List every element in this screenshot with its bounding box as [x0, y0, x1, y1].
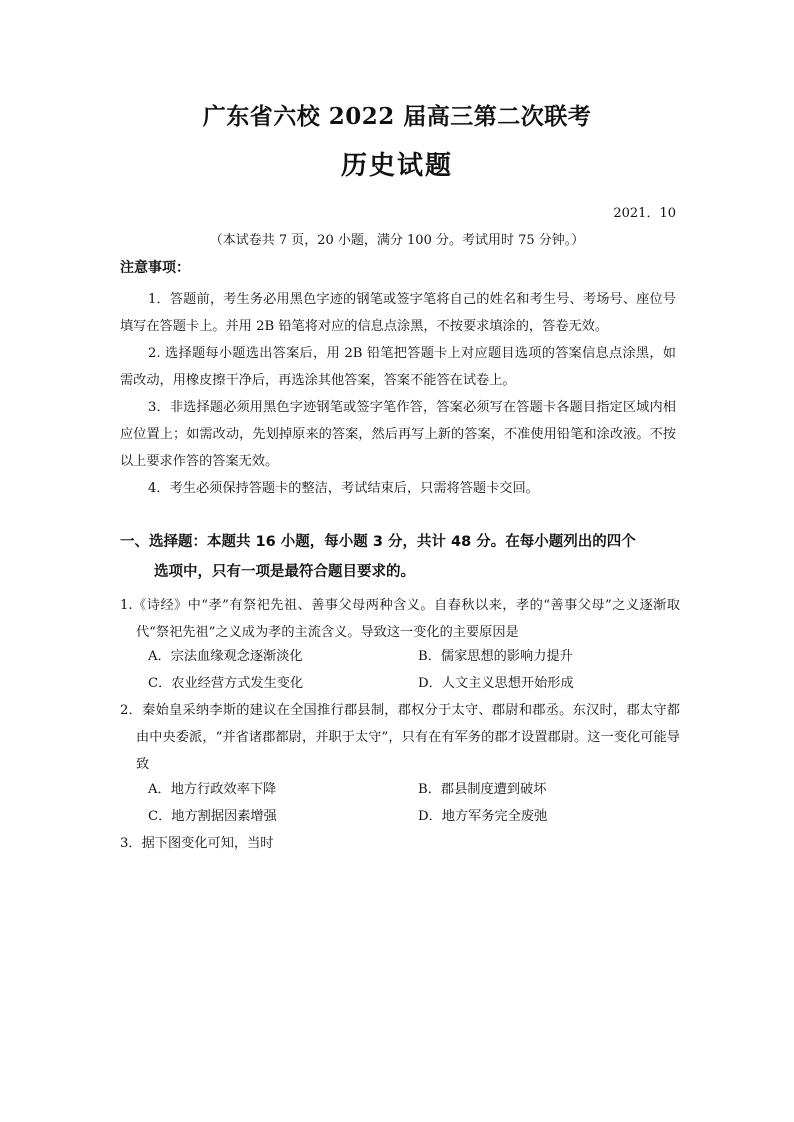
notice-item-1: 1．答题前，考生务必用黑色字迹的钢笔或签字笔将自己的姓名和考生号、考场号、座位号填写在答题卡上。并用 2B 铅笔将对应的信息点涂黑，不按要求填涂的，答卷无效。 — [120, 292, 676, 334]
question-2-option-b: B．郡县制度遭到破坏 — [418, 782, 547, 797]
exam-date: 2021．10 — [613, 206, 676, 221]
exam-subject-title: 历史试题 — [340, 151, 453, 181]
notice-heading: 注意事项： — [120, 260, 190, 276]
question-3-stem: 3．据下图变化可知，当时 — [120, 836, 274, 851]
notice-item-4: 4．考生必须保持答题卡的整洁，考试结束后，只需将答题卡交回。 — [148, 481, 539, 496]
question-2-option-a: A．地方行政效率下降 — [148, 782, 277, 797]
question-1-option-d: D．人文主义思想开始形成 — [418, 676, 574, 691]
section-heading-line-2: 选项中，只有一项是最符合题目要求的。 — [154, 564, 415, 580]
notice-item-3: 3．非选择题必须用黑色字迹钢笔或签字笔作答，答案必须写在答题卡各题目指定区域内相应位置上；如需改动，先划掉原来的答案，然后再写上新的答案，不准使用铅笔和涂改液。不按以上要求作答的答案无效。 — [120, 400, 676, 469]
section-heading — [120, 527, 680, 587]
exam-title: 广东省六校 2022 届高三第二次联考 — [202, 103, 592, 130]
question-2-option-d: D．地方军务完全废弛 — [418, 809, 548, 824]
question-1-option-c: C．农业经营方式发生变化 — [148, 676, 304, 691]
question-1-stem: 1.《诗经》中“孝”有祭祀先祖、善事父母两种含义。自春秋以来，孝的“善事父母”之义逐渐取代“祭祀先祖”之义成为孝的主流含义。导致这一变化的主要原因是 — [120, 598, 680, 640]
question-1-option-a: A．宗法血缘观念逐渐淡化 — [148, 649, 303, 664]
section-heading-line-1: 一、选择题：本题共 16 小题，每小题 3 分，共计 48 分。在每小题列出的四个 — [120, 534, 636, 550]
exam-meta-info: （本试卷共 7 页，20 小题，满分 100 分。考试用时 75 分钟。） — [209, 233, 585, 248]
question-1-option-b: B．儒家思想的影响力提升 — [418, 649, 573, 664]
question-2-stem: 2．秦始皇采纳李斯的建议在全国推行郡县制，郡权分于太守、郡尉和郡丞。东汉时，郡太守都由中央委派，“并省诸郡都尉，并职于太守”，只有在有军务的郡才设置郡尉。这一变化可能导致 — [120, 703, 680, 772]
question-2-option-c: C．地方割据因素增强 — [148, 809, 277, 824]
notice-item-2: 2. 选择题每小题选出答案后，用 2B 铅笔把答题卡上对应题目选项的答案信息点涂黑，如需改动，用橡皮擦干净后，再选涂其他答案，答案不能答在试卷上。 — [120, 346, 676, 388]
